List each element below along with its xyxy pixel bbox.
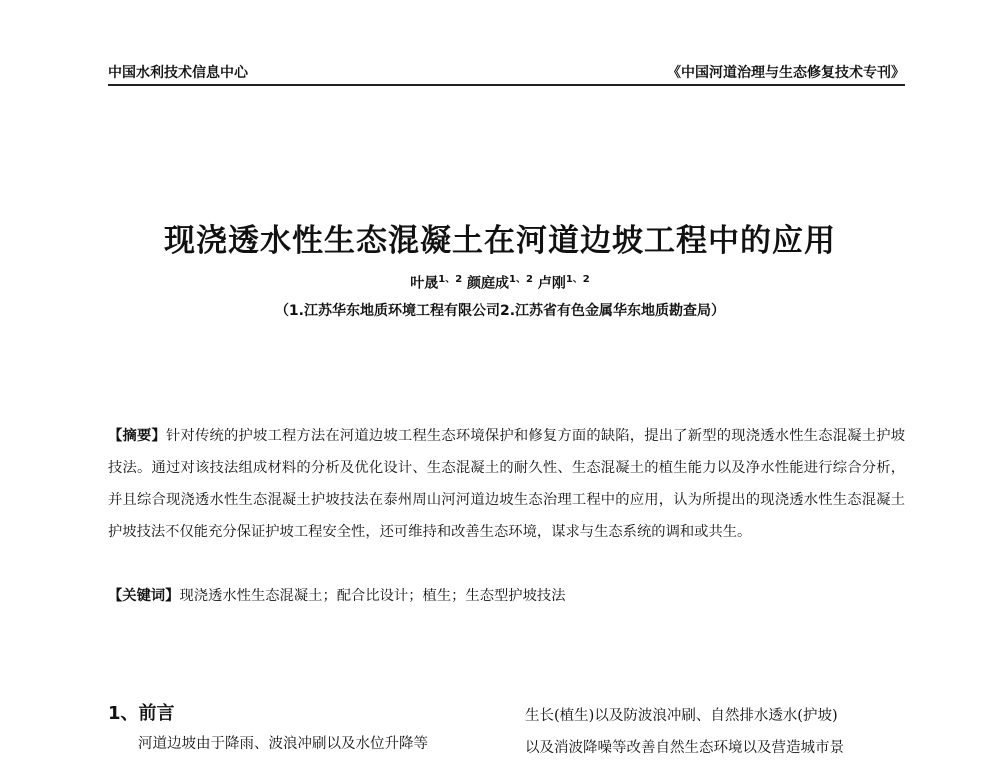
header-journal: 《中国河道治理与生态修复技术专刊》 [667, 65, 905, 81]
body-column-right [525, 700, 905, 764]
author-affiliation-mark: 1、2 [438, 274, 463, 285]
author-affiliation-mark: 1、2 [565, 274, 590, 285]
abstract [108, 420, 905, 548]
paper-title: 现浇透水性生态混凝土在河道边坡工程中的应用 [164, 223, 836, 259]
running-header [108, 58, 905, 82]
body-text-line: 河道边坡由于降雨、波浪冲刷以及水位升降等 [138, 736, 428, 752]
author-name: 叶晟 [410, 275, 439, 292]
body-text-line: 以及消波降噪等改善自然生态环境以及营造城市景 [525, 740, 844, 756]
author-name: 颜庭成 [467, 275, 510, 292]
body-text-line: 生长(植生)以及防波浪冲刷、自然排水透水(护坡) [525, 708, 838, 724]
author-affiliation-mark: 1、2 [509, 274, 533, 285]
abstract-label: 【摘要】 [108, 428, 166, 444]
section-heading: 1、前言 [108, 703, 175, 724]
keywords [108, 580, 905, 612]
keywords-text: 现浇透水性生态混凝土；配合比设计；植生；生态型护坡技法 [179, 588, 566, 604]
abstract-text: 针对传统的护坡工程方法在河道边坡工程生态环境保护和修复方面的缺陷，提出了新型的现浇透水性生态混凝土护坡技法。通过对该技法组成材料的分析及优化设计、生态混凝土的耐久性、生态混凝土的植生能力以及净水性能进行综合分析，并且综合现浇透水性生态混凝土护坡技法在泰州周山河河道边坡生态治理工程中的应用，认为所提出的现浇透水性生态混凝土护坡技法不仅能充分保证护坡工程安全性，还可维持和改善生态环境，谋求与生态系统的调和或共生。 [108, 428, 906, 540]
header-rule [108, 84, 905, 86]
body-column-left [108, 700, 488, 760]
author-name: 卢刚 [537, 275, 566, 292]
author-list [0, 270, 1000, 293]
affiliations: （1.江苏华东地质环境工程有限公司2.江苏省有色金属华东地质勘查局） [274, 303, 726, 319]
keywords-label: 【关键词】 [108, 588, 180, 604]
header-publisher: 中国水利技术信息中心 [108, 65, 248, 81]
